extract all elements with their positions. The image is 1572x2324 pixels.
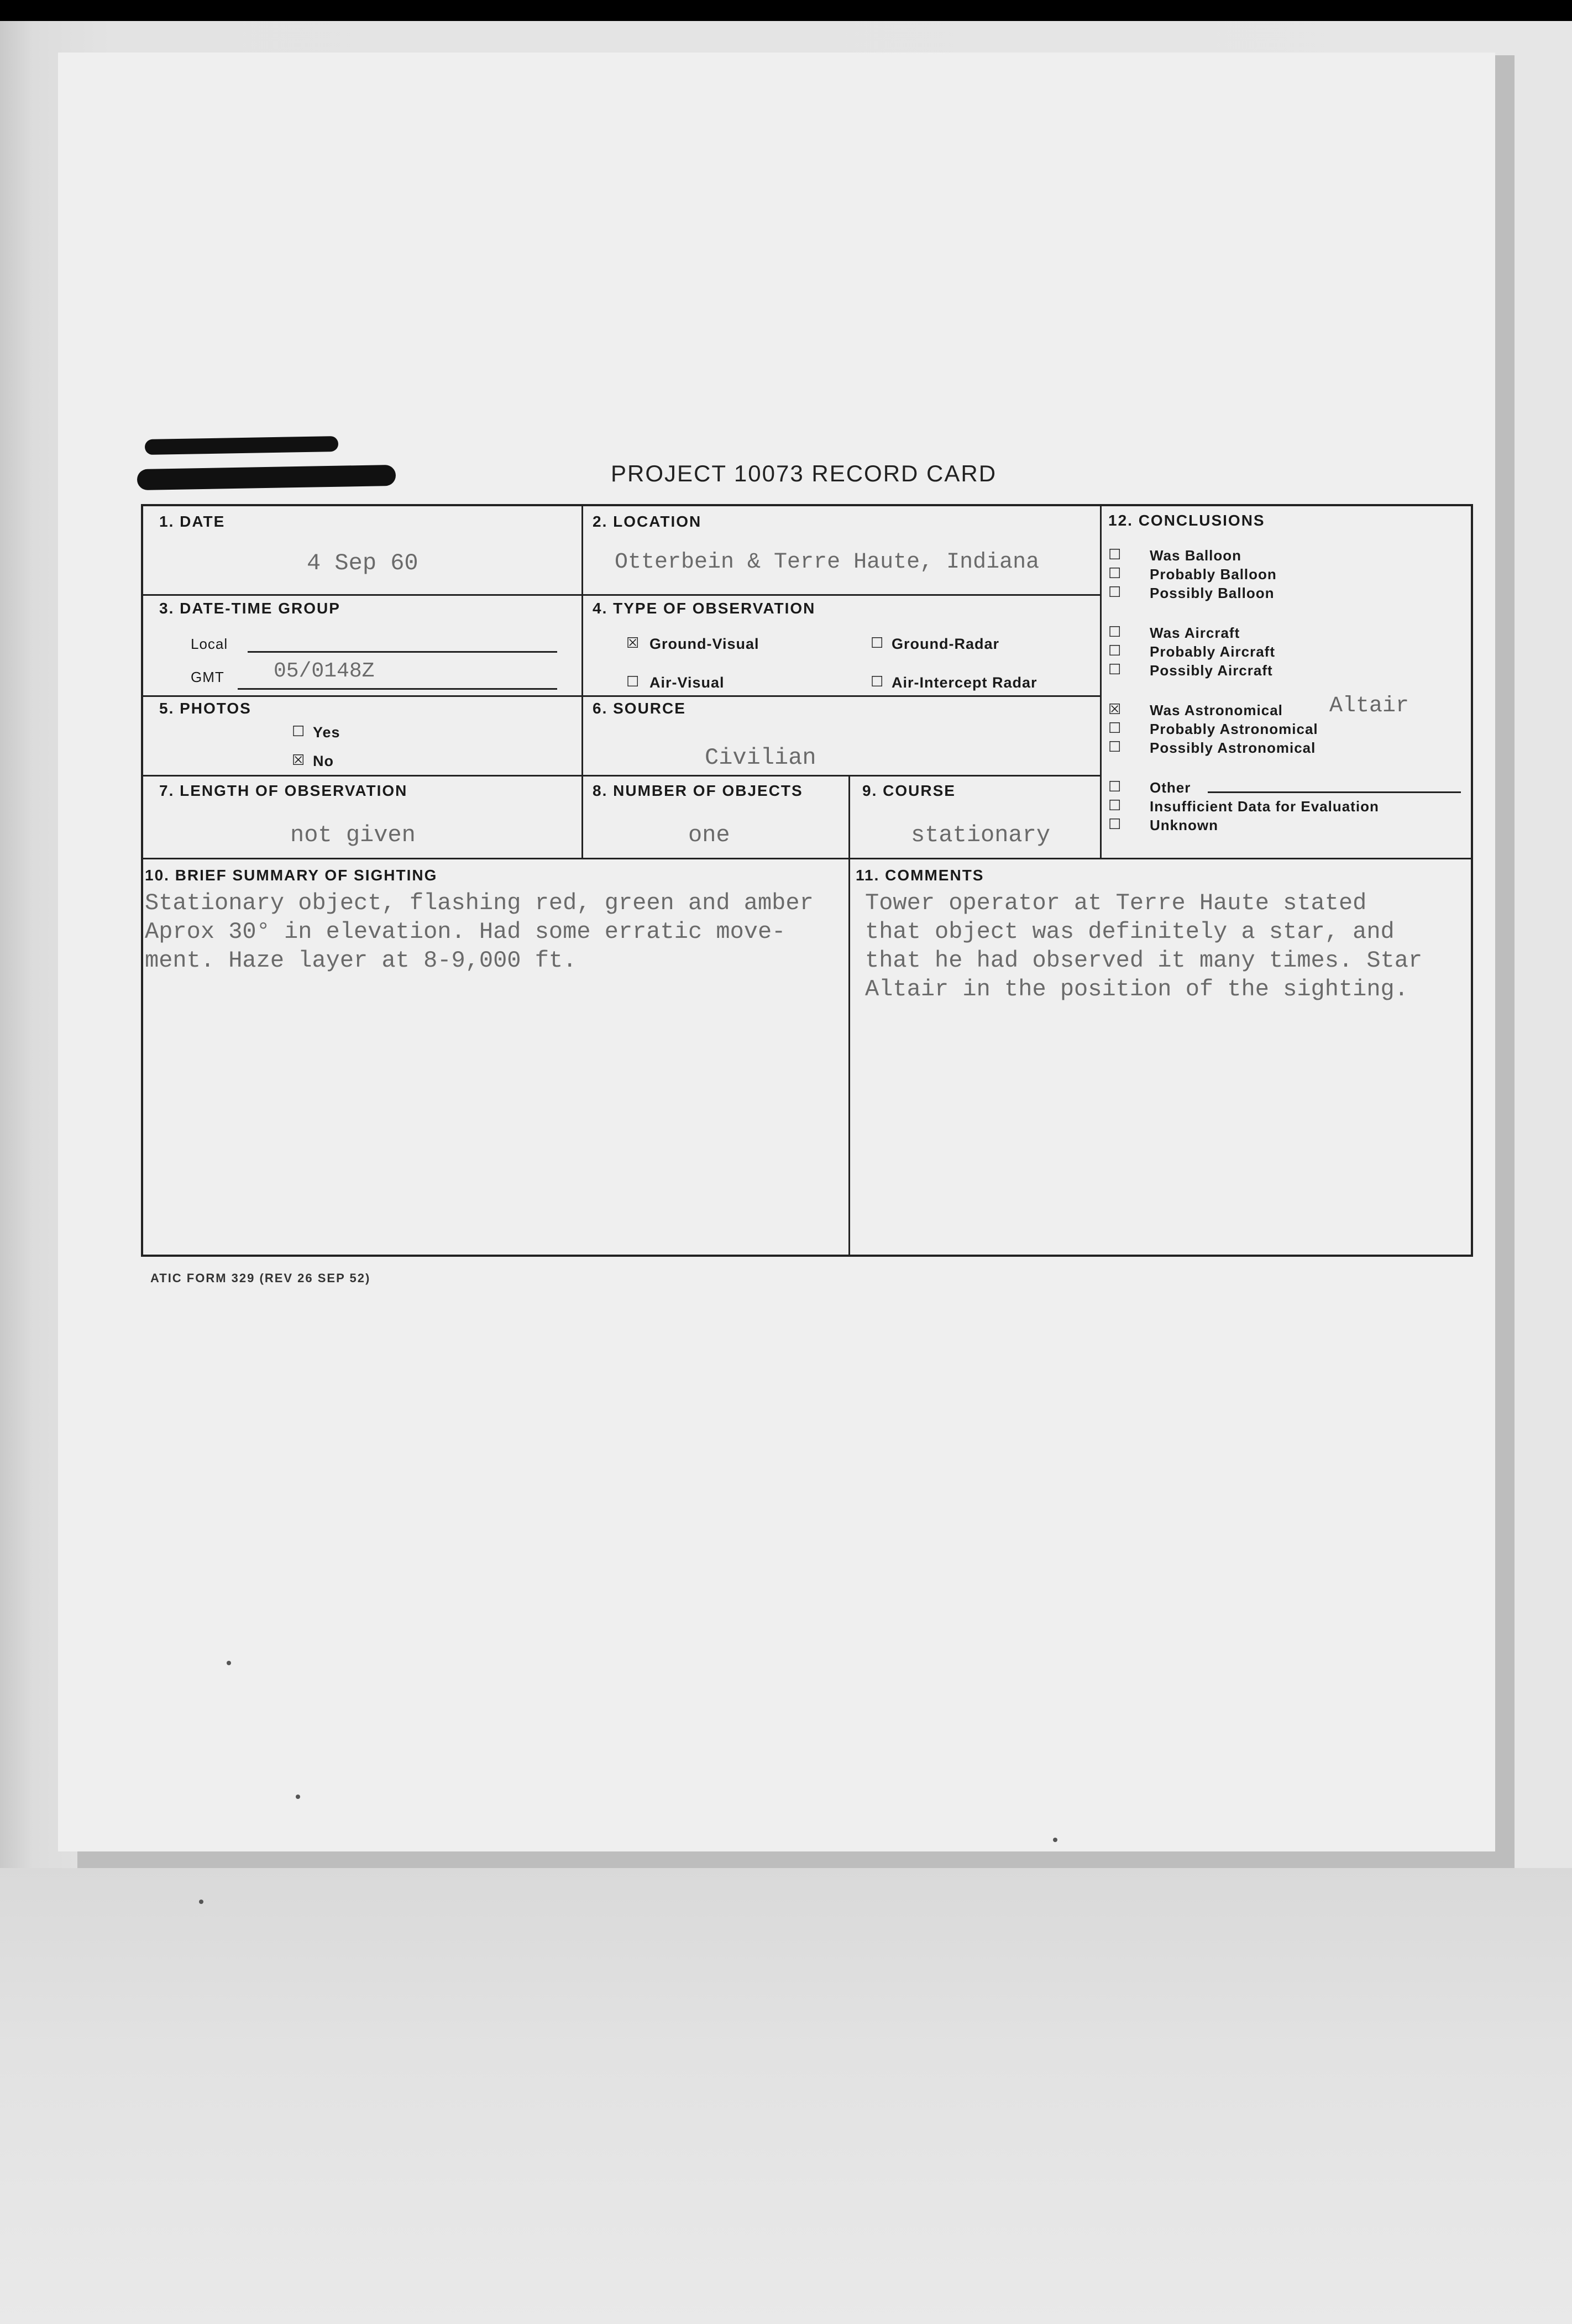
conclusion-checkbox: ☐: [1108, 584, 1122, 600]
film-speck: [1053, 1838, 1057, 1842]
photos-no-checkbox: ☒: [292, 752, 305, 768]
other-line: [1208, 791, 1461, 793]
air-intercept-radar-label: Air-Intercept Radar: [892, 674, 1037, 691]
divider-row-3: [143, 775, 1101, 777]
lower-sheet: [0, 1868, 1572, 2324]
summary-line: Aprox 30° in elevation. Had some erratic move-: [145, 919, 786, 945]
course-value: stationary: [911, 822, 1051, 848]
conclusion-item: Other: [1150, 779, 1191, 796]
length-value: not given: [290, 822, 416, 848]
ground-visual-checkbox: ☒: [626, 634, 640, 651]
date-label: 1. DATE: [159, 513, 226, 530]
conclusion-item: Probably Balloon: [1150, 566, 1277, 583]
ground-radar-label: Ground-Radar: [892, 636, 1000, 652]
divider-row-4: [143, 858, 1472, 859]
ground-visual-label: Ground-Visual: [649, 636, 759, 652]
film-speck: [296, 1795, 300, 1799]
source-label: 6. SOURCE: [593, 700, 686, 717]
conclusion-item: Probably Astronomical: [1150, 721, 1318, 737]
comment-line: Tower operator at Terre Haute stated: [865, 890, 1367, 916]
dtg-label: 3. DATE-TIME GROUP: [159, 600, 340, 617]
conclusion-checkbox: ☒: [1108, 701, 1122, 717]
conclusion-checkbox: ☐: [1108, 816, 1122, 832]
conclusion-checkbox: ☐: [1108, 778, 1122, 795]
gmt-value: 05/0148Z: [274, 659, 375, 683]
film-speck: [227, 1661, 231, 1665]
form-footer: ATIC FORM 329 (REV 26 SEP 52): [150, 1271, 371, 1285]
divider-col-2: [1100, 505, 1102, 859]
card-title: PROJECT 10073 RECORD CARD: [611, 460, 997, 486]
conclusion-item: Possibly Balloon: [1150, 585, 1275, 601]
air-intercept-radar-checkbox: ☐: [871, 673, 884, 690]
photos-label: 5. PHOTOS: [159, 700, 251, 717]
divider-col-1: [581, 505, 583, 859]
local-label: Local: [191, 636, 228, 652]
length-label: 7. LENGTH OF OBSERVATION: [159, 782, 408, 799]
conclusion-checkbox: ☐: [1108, 642, 1122, 659]
conclusion-item: Possibly Aircraft: [1150, 662, 1273, 679]
conclusion-item: Unknown: [1150, 817, 1218, 833]
divider-row-2: [143, 695, 1101, 697]
type-label: 4. TYPE OF OBSERVATION: [593, 600, 816, 617]
gmt-label: GMT: [191, 669, 224, 685]
air-visual-checkbox: ☐: [626, 673, 640, 690]
num-objects-label: 8. NUMBER OF OBJECTS: [593, 782, 803, 799]
summary-line: Stationary object, flashing red, green and amber: [145, 890, 814, 916]
astronomical-note: Altair: [1329, 694, 1409, 718]
photos-no-label: No: [313, 753, 334, 769]
conclusion-item: Insufficient Data for Evaluation: [1150, 798, 1379, 815]
course-label: 9. COURSE: [862, 782, 956, 799]
photos-yes-label: Yes: [313, 724, 340, 741]
source-value: Civilian: [705, 744, 816, 771]
conclusion-checkbox: ☐: [1108, 623, 1122, 640]
conclusion-item: Was Aircraft: [1150, 625, 1240, 641]
photos-yes-checkbox: ☐: [292, 723, 305, 739]
conclusion-item: Possibly Astronomical: [1150, 739, 1316, 756]
comments-label: 11. COMMENTS: [856, 867, 984, 884]
conclusions-label: 12. CONCLUSIONS: [1108, 512, 1265, 529]
divider-col-3: [848, 775, 850, 1255]
summary-line: ment. Haze layer at 8-9,000 ft.: [145, 947, 577, 974]
conclusion-checkbox: ☐: [1108, 661, 1122, 678]
conclusion-item: Was Balloon: [1150, 547, 1242, 564]
conclusion-item: Was Astronomical: [1150, 702, 1283, 718]
conclusion-checkbox: ☐: [1108, 720, 1122, 736]
film-top-edge: [0, 0, 1572, 21]
local-line: [248, 651, 557, 653]
summary-label: 10. BRIEF SUMMARY OF SIGHTING: [145, 867, 438, 884]
gmt-line: [238, 688, 557, 690]
date-value: 4 Sep 60: [307, 550, 418, 576]
air-visual-label: Air-Visual: [649, 674, 725, 691]
num-objects-value: one: [688, 822, 730, 848]
conclusion-checkbox: ☐: [1108, 797, 1122, 814]
conclusion-checkbox: ☐: [1108, 565, 1122, 581]
divider-row-1: [143, 594, 1101, 596]
location-value: Otterbein & Terre Haute, Indiana: [615, 550, 1040, 575]
comment-line: that object was definitely a star, and: [865, 919, 1395, 945]
conclusion-checkbox: ☐: [1108, 738, 1122, 755]
film-speck: [199, 1900, 203, 1904]
comment-line: Altair in the position of the sighting.: [865, 976, 1408, 1003]
ground-radar-checkbox: ☐: [871, 634, 884, 651]
location-label: 2. LOCATION: [593, 513, 702, 530]
comment-line: that he had observed it many times. Star: [865, 947, 1423, 974]
conclusion-item: Probably Aircraft: [1150, 643, 1275, 660]
conclusion-checkbox: ☐: [1108, 546, 1122, 563]
